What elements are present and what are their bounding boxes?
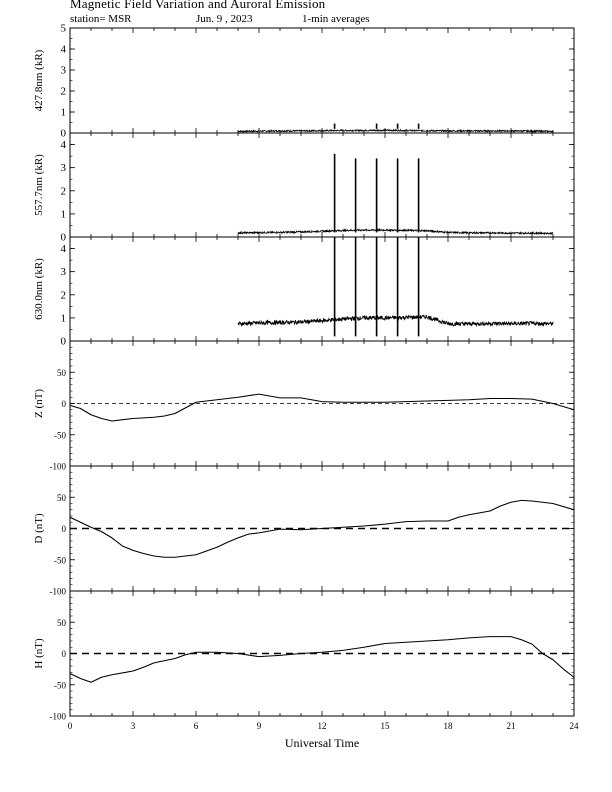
x-tick-label: 12 — [317, 721, 327, 731]
panel-frame — [70, 133, 574, 237]
panel-557-7nm — [70, 133, 574, 237]
y-tick-label: 2 — [60, 85, 66, 98]
series-line — [70, 394, 574, 421]
panel-h — [70, 591, 574, 716]
y-tick-label: 50 — [57, 617, 66, 628]
y-tick-label: -100 — [49, 711, 66, 722]
panel-z — [70, 341, 574, 466]
y-axis-label: 557.7nm (kR) — [33, 154, 45, 216]
averaging-label: 1-min averages — [302, 13, 370, 25]
x-tick-label: 6 — [193, 721, 199, 731]
y-axis-label: Z (nT) — [33, 388, 45, 419]
x-tick-label: 24 — [569, 721, 579, 731]
y-tick-label: -100 — [49, 461, 66, 472]
panel-427-8nm — [70, 28, 574, 133]
series-line — [238, 229, 553, 234]
x-tick-label: 0 — [67, 721, 73, 731]
y-tick-label: 0 — [61, 524, 66, 534]
y-tick-label: 0 — [60, 335, 66, 348]
panel-frame — [70, 237, 574, 341]
y-tick-label: 3 — [60, 162, 66, 175]
x-axis-label: Universal Time — [284, 736, 360, 750]
y-tick-label: 3 — [60, 266, 66, 279]
y-axis-label: D (nT) — [33, 513, 45, 544]
y-tick-label: 0 — [61, 399, 66, 409]
y-tick-label: -50 — [54, 555, 66, 566]
x-tick-label: 15 — [380, 721, 390, 731]
y-axis-label: 427.8nm (kR) — [33, 49, 45, 112]
y-tick-label: 1 — [60, 312, 66, 325]
x-tick-label: 9 — [256, 721, 262, 731]
y-tick-label: 3 — [60, 64, 66, 77]
y-tick-label: 5 — [60, 22, 66, 35]
series-line — [238, 130, 553, 132]
chart-title: Magnetic Field Variation and Auroral Emission — [70, 0, 326, 11]
y-tick-label: 1 — [60, 106, 66, 119]
x-tick-label: 21 — [506, 721, 516, 731]
y-tick-label: 50 — [57, 367, 66, 378]
y-tick-label: -100 — [49, 586, 66, 597]
y-tick-label: -50 — [54, 680, 66, 691]
y-tick-label: 0 — [60, 127, 66, 140]
panel-frame — [70, 28, 574, 133]
y-tick-label: 0 — [60, 231, 66, 244]
y-tick-label: 0 — [61, 649, 66, 659]
station-label: station= MSR — [70, 13, 132, 25]
y-tick-label: 1 — [60, 208, 66, 221]
y-axis-label: H (nT) — [33, 638, 45, 669]
series-line — [70, 637, 574, 683]
date-label: Jun. 9 , 2023 — [196, 13, 253, 25]
series-line — [238, 315, 553, 326]
x-tick-label: 3 — [130, 721, 136, 731]
y-tick-label: 2 — [60, 185, 66, 198]
y-tick-label: 2 — [60, 289, 66, 302]
y-axis-label: 630.0nm (kR) — [33, 258, 45, 320]
panel-630-0nm — [70, 237, 574, 341]
y-tick-label: 4 — [60, 243, 66, 256]
y-tick-label: -50 — [54, 430, 66, 441]
x-tick-label: 18 — [443, 721, 453, 731]
y-tick-label: 50 — [57, 492, 66, 503]
y-tick-label: 4 — [60, 43, 66, 56]
panel-d — [70, 466, 574, 591]
y-tick-label: 4 — [60, 139, 66, 152]
